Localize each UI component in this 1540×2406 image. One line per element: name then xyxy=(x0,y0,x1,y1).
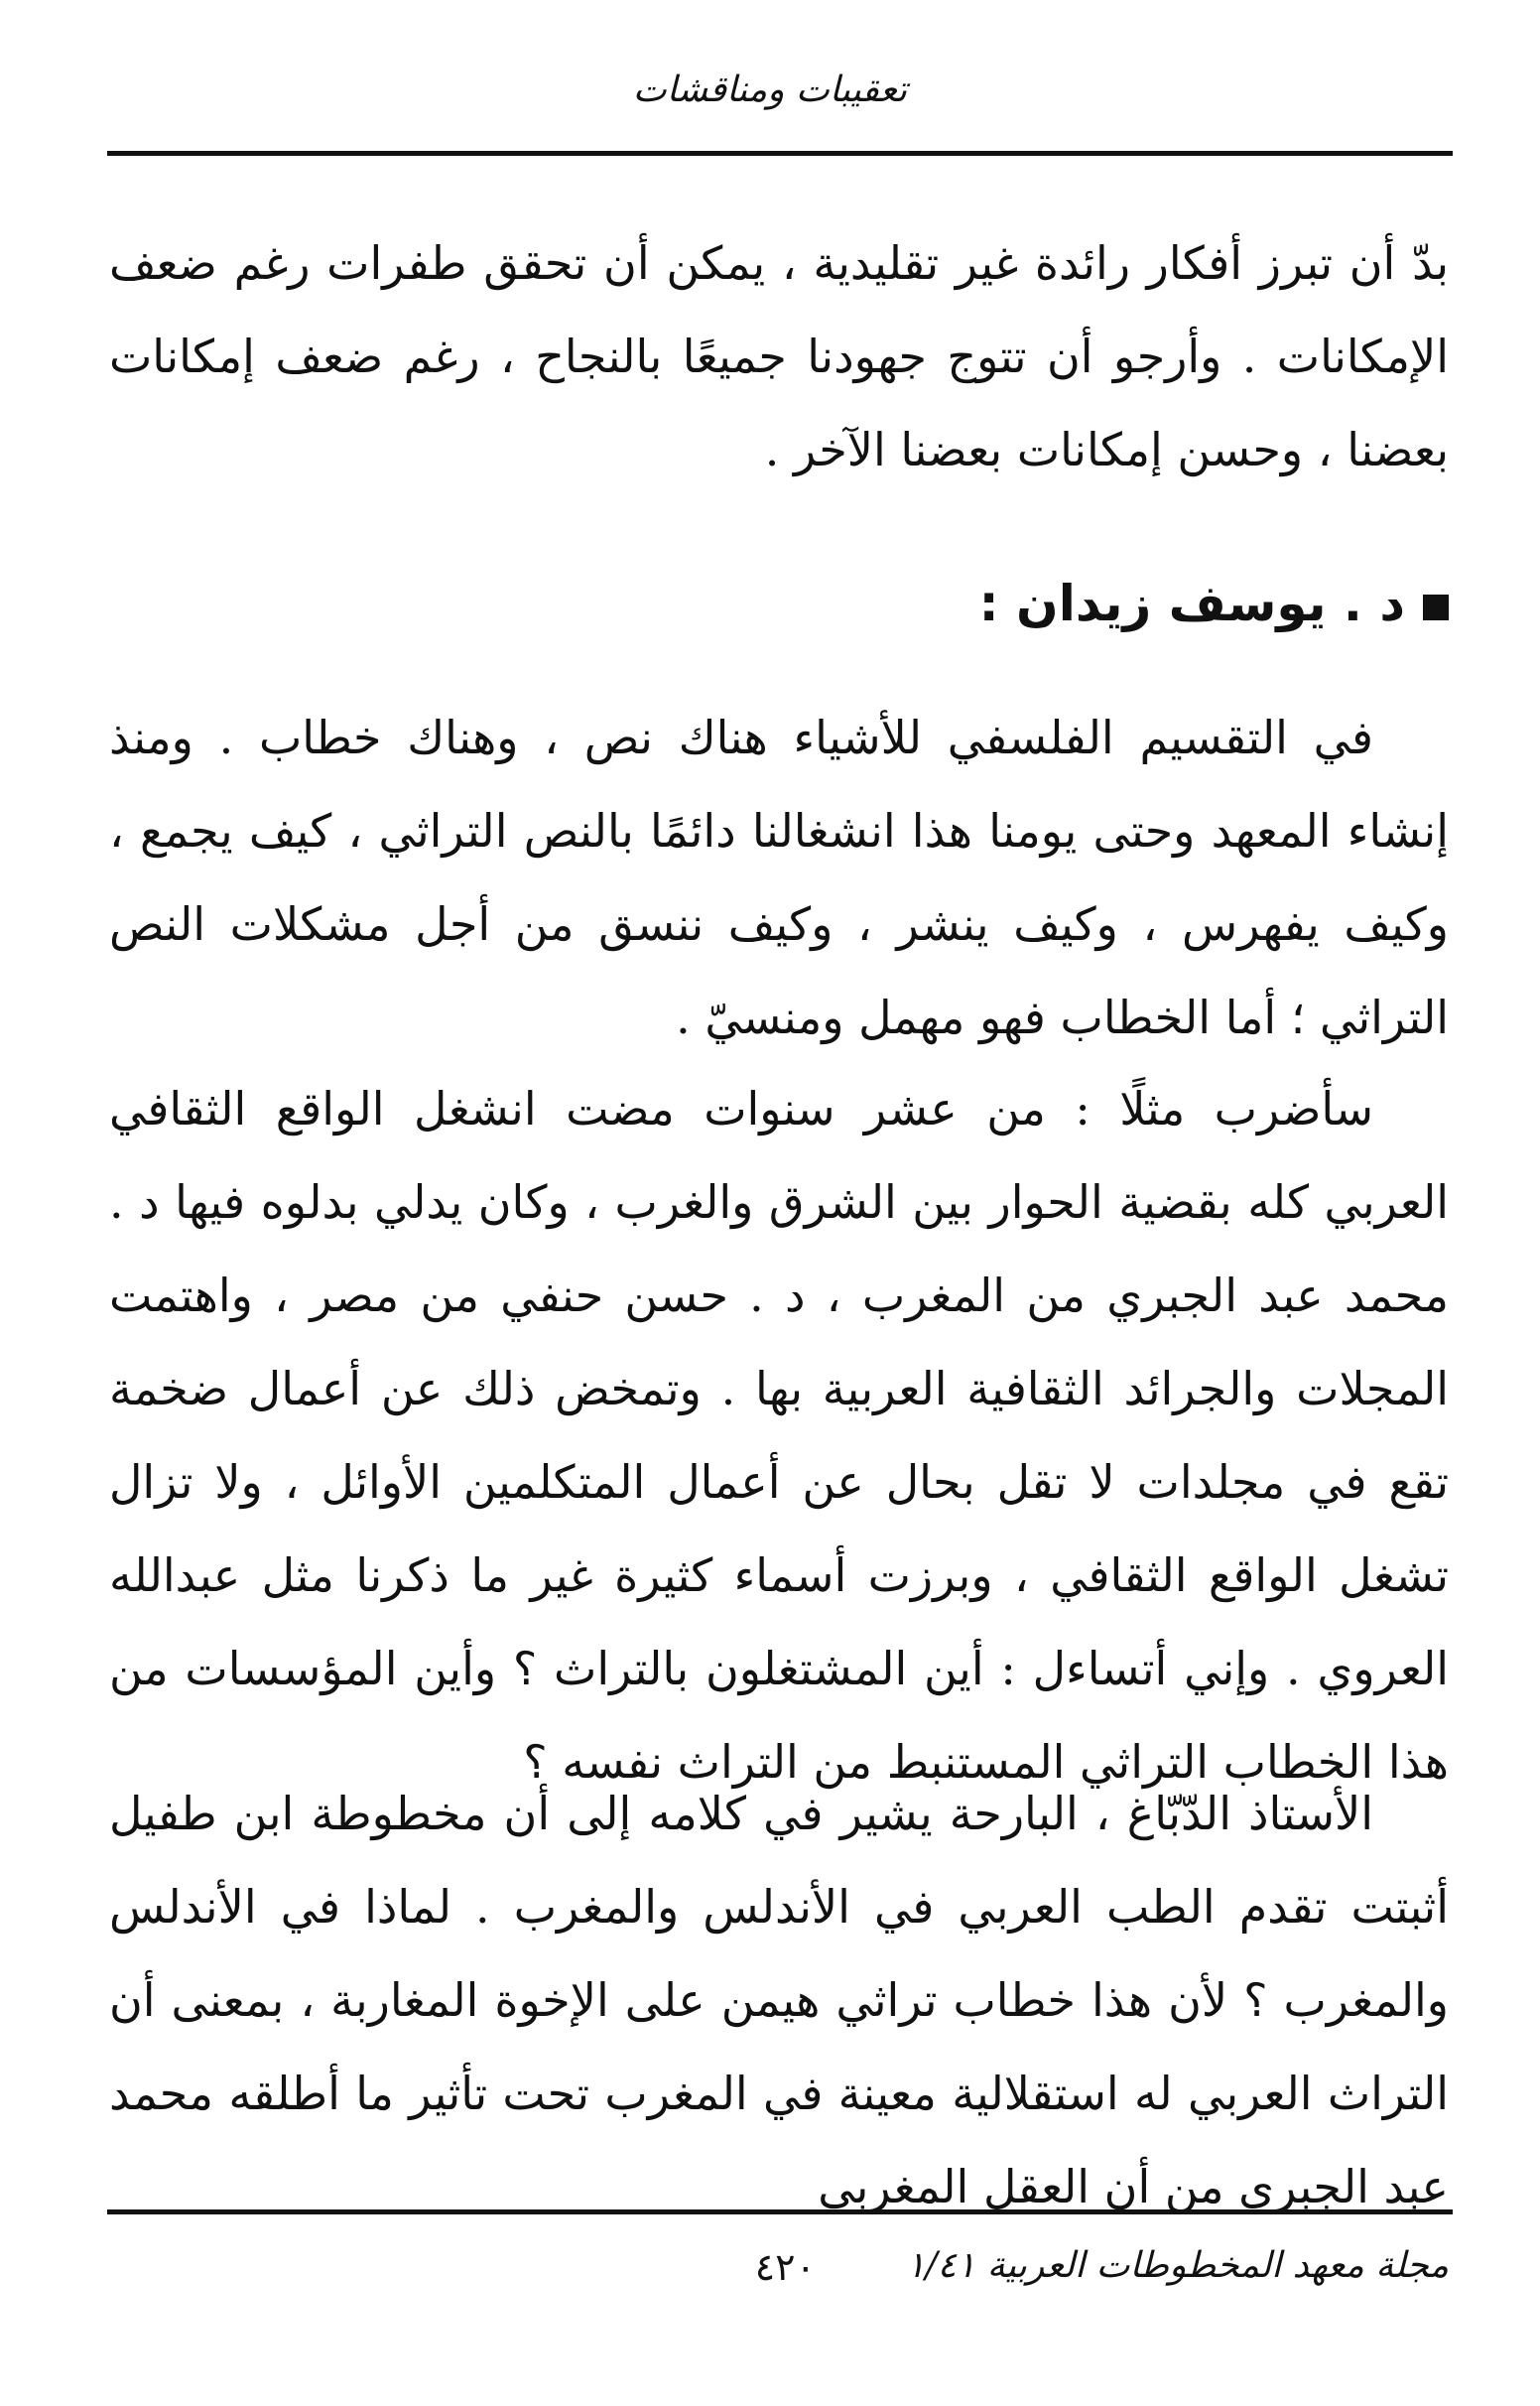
paragraph-1 xyxy=(109,691,1449,1064)
journal-citation: مجلة معهد المخطوطات العربية ١/٤١ xyxy=(906,2245,1449,2286)
page-footer xyxy=(0,2245,1540,2305)
paragraph-3 xyxy=(109,1767,1449,2233)
paragraph-text: في التقسيم الفلسفي للأشياء هناك نص ، وهناك خطاب . ومنذ إنشاء المعهد وحتى يومنا هذا انشغالنا دائمًا بالنص التراثي ، كيف يجمع ، وكيف يفهرس ، وكيف ينشر ، وكيف ننسق من أجل مشكلات النص التراثي ؛ أما الخطاب فهو مهمل ومنسيّ . xyxy=(109,711,1449,1044)
running-header-title: تعقيبات ومناقشات xyxy=(632,69,908,110)
square-bullet-icon xyxy=(1423,595,1449,620)
speaker-name: د . يوسف زيدان : xyxy=(978,575,1405,632)
continuation-paragraph xyxy=(109,216,1449,496)
header-rule xyxy=(107,151,1453,156)
paragraph-2 xyxy=(109,1062,1449,1808)
footer-rule xyxy=(107,2209,1453,2214)
paragraph-text: سأضرب مثلًا : من عشر سنوات مضت انشغل الواقع الثقافي العربي كله بقضية الحوار بين الشرق والغرب ، وكان يدلي بدلوه فيها د . محمد عبد الجبري من المغرب ، د . حسن حنفي من مصر ، واهتمت المجلات والجرائد الثقافية العربية بها . وتمخض ذلك عن أعمال ضخمة تقع في مجلدات لا تقل بحال عن أعمال المتكلمين الأوائل ، ولا تزال تشغل الواقع الثقافي ، وبرزت أسماء كثيرة غير ما ذكرنا مثل عبدالله العروي . وإني أتساءل : أين المشتغلون بالتراث ؟ وأين المؤسسات من هذا الخطاب التراثي المستنبط من التراث نفسه ؟ xyxy=(109,1082,1449,1789)
page-number: ٤٢٠ xyxy=(754,2245,816,2289)
speaker-heading xyxy=(109,564,1449,643)
paragraph-text: الأستاذ الدّبّاغ ، البارحة يشير في كلامه إلى أن مخطوطة ابن طفيل أثبتت تقدم الطب العربي في الأندلس والمغرب . لماذا في الأندلس والمغرب ؟ لأن هذا خطاب تراثي هيمن على الإخوة المغاربة ، بمعنى أن التراث العربي له استقلالية معينة في المغرب تحت تأثير ما أطلقه محمد عبد الجبري من أن العقل المغربي xyxy=(109,1787,1449,2213)
paragraph-text: بدّ أن تبرز أفكار رائدة غير تقليدية ، يمكن أن تحقق طفرات رغم ضعف الإمكانات . وأرجو أن تتوج جهودنا جميعًا بالنجاح ، رغم ضعف إمكانات بعضنا ، وحسن إمكانات بعضنا الآخر . xyxy=(109,236,1449,476)
